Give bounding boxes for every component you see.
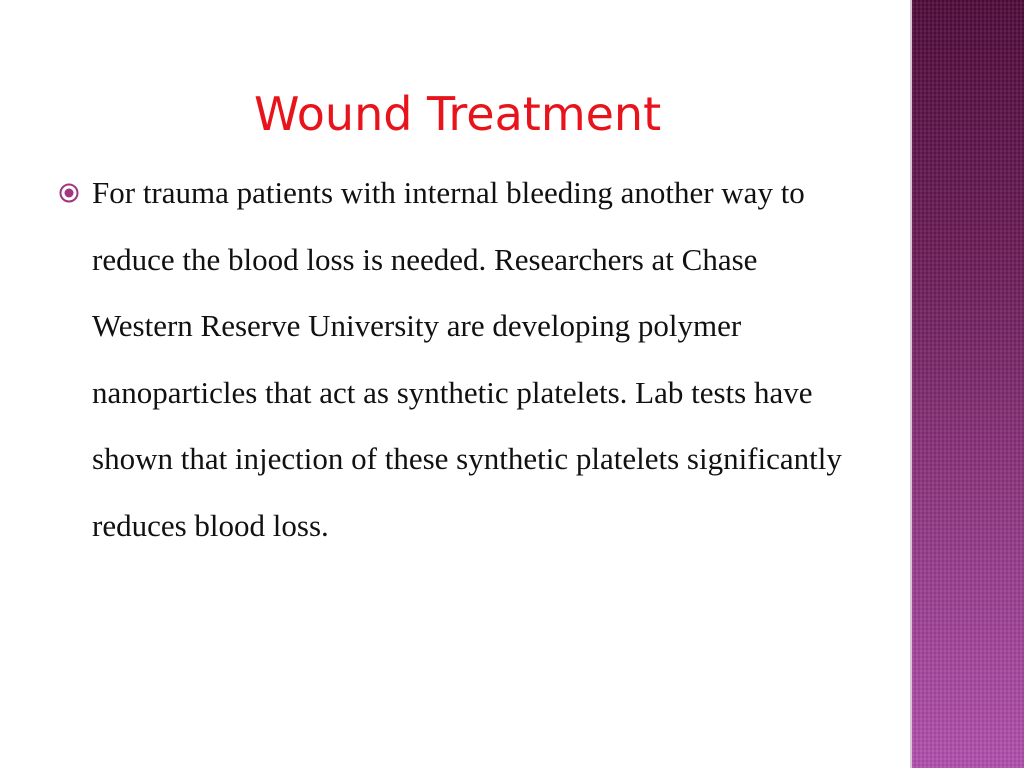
circle-dot-bullet-icon — [58, 182, 80, 204]
decorative-side-band — [912, 0, 1024, 768]
slide-title: Wound Treatment — [254, 87, 662, 141]
bullet-text: For trauma patients with internal bleeding another way to reduce the blood loss is needed. Researchers at Chase Western Reserve University are developing polymer nanoparticles that act as synthetic platelets. Lab tests have shown that injection of these synthetic platelets significantly reduces blood loss. — [92, 175, 842, 543]
